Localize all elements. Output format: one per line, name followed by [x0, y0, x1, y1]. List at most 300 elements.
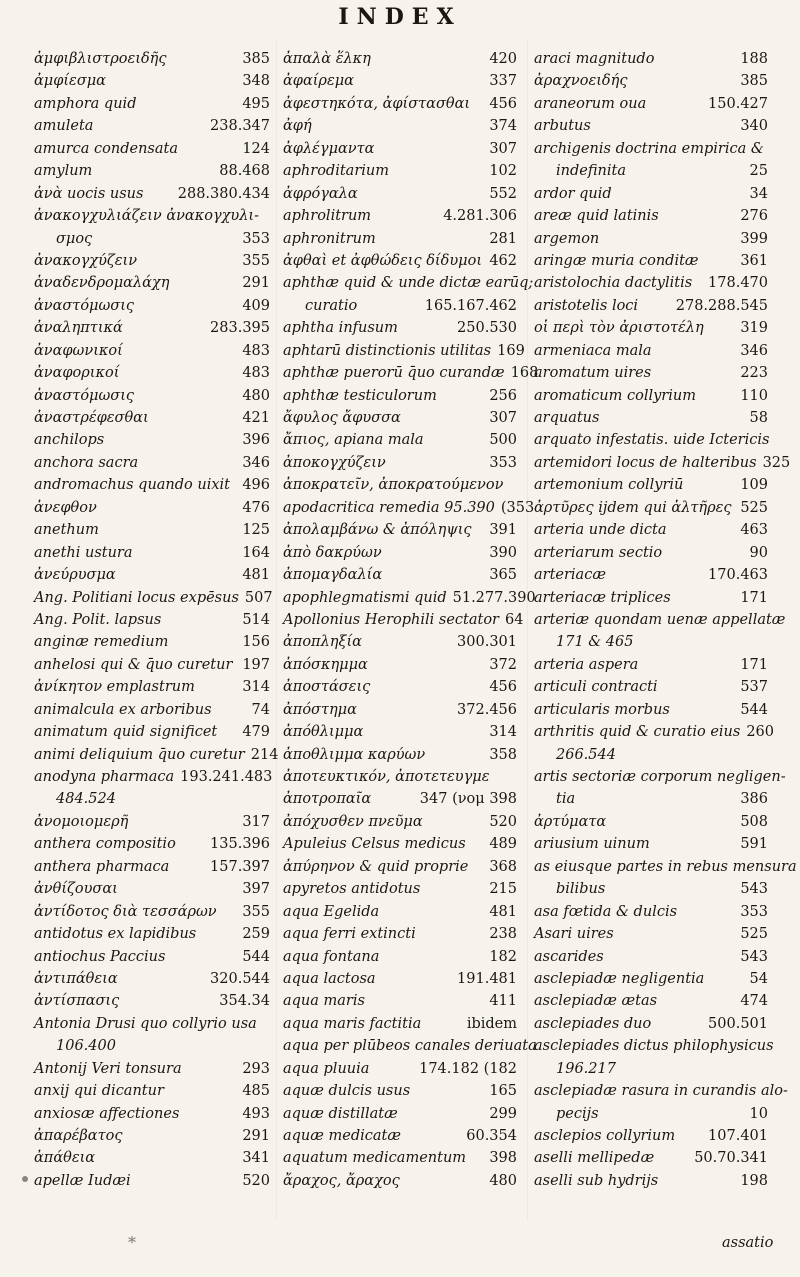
index-entry — [534, 833, 768, 855]
entry-page-ref: 150.427 — [708, 95, 768, 112]
index-entry — [534, 362, 768, 384]
entry-term: ἀφθαὶ et ἀφθώδεις δίδυμοι — [283, 252, 482, 269]
index-entry — [534, 340, 768, 362]
entry-page-ref: 260 — [746, 724, 775, 741]
entry-page-ref: 543 — [740, 948, 768, 965]
entry-term: ariusium uinum — [534, 836, 650, 853]
entry-page-ref: 198 — [740, 1172, 768, 1189]
entry-page-ref: 481 — [489, 903, 517, 920]
entry-page-ref: 125 — [242, 522, 270, 539]
entry-term: Antonij Veri tonsura — [34, 1060, 182, 1077]
entry-page-ref: 361 — [740, 252, 768, 269]
entry-term: argemon — [534, 230, 600, 247]
index-entry — [34, 452, 270, 474]
entry-page-ref: 372 — [489, 656, 517, 673]
index-entry — [534, 968, 768, 990]
index-entry — [534, 519, 768, 541]
index-entry — [283, 878, 517, 900]
entry-term: antiochus Paccius — [34, 948, 166, 965]
entry-page-ref: 165 — [489, 1083, 517, 1100]
entry-term: ἀποκρατεῖν, ἀποκρατούμενον — [283, 477, 504, 494]
entry-page-ref: 314 — [242, 679, 270, 696]
entry-term: ἀπαλὰ ἕλκη — [283, 51, 371, 67]
index-entry — [534, 429, 768, 451]
index-entry — [283, 497, 535, 519]
entry-term: ἀπόσκημμα — [283, 656, 368, 673]
entry-term: ἀναστόμωσις — [34, 387, 134, 404]
entry-term: aselli mellipedæ — [534, 1150, 655, 1167]
entry-page-ref: 317 — [242, 813, 270, 830]
entry-term: aquæ medicatæ — [283, 1128, 401, 1144]
entry-page-ref: 191.481 — [457, 970, 517, 987]
index-entry — [534, 1170, 768, 1192]
entry-term: Antonia Drusi quo collyrio usa — [34, 1015, 257, 1032]
entry-term: ἀνεύρυσμα — [34, 567, 116, 584]
entry-page-ref: 397 — [242, 881, 270, 898]
index-entry — [534, 878, 768, 900]
index-entry — [34, 160, 270, 182]
entry-term: amuleta — [34, 118, 94, 135]
entry-term: andromachus quando uixit — [34, 477, 231, 494]
entry-page-ref: 300.301 — [457, 634, 517, 651]
entry-term: arteriæ quondam uenæ appellatæ — [534, 611, 786, 628]
entry-page-ref: 340 — [740, 118, 768, 135]
entry-term: ἀναδενδρομαλάχη — [34, 275, 170, 292]
index-entry — [283, 833, 517, 855]
entry-page-ref: 307 — [489, 410, 517, 426]
entry-page-ref: 353 — [489, 454, 517, 471]
entry-term: aqua maris — [283, 993, 365, 1010]
entry-page-ref: 348 — [242, 73, 270, 90]
index-entry — [534, 766, 786, 788]
entry-term: ἀποκογχύζειν — [283, 454, 386, 471]
entry-page-ref: 58 — [749, 410, 768, 426]
index-entry — [283, 744, 517, 766]
index-entry — [534, 1147, 768, 1169]
entry-term: ἀναστόμωσις — [34, 297, 134, 314]
entry-term: ἀπόχυσθεν πνεῦμα — [283, 813, 423, 830]
entry-term: asclepiadæ ætas — [534, 993, 658, 1010]
entry-page-ref: 256 — [489, 387, 517, 404]
entry-page-ref: 281 — [489, 230, 517, 247]
index-entry — [534, 542, 768, 564]
index-entry — [283, 676, 517, 698]
entry-term: aphthæ testiculorum — [283, 387, 437, 404]
index-entry — [283, 654, 517, 676]
entry-page-ref: 544 — [740, 701, 768, 718]
entry-term: asa fœtida & dulcis — [534, 903, 678, 920]
entry-page-ref: 591 — [740, 836, 768, 853]
entry-term: ἀρτύματα — [534, 813, 607, 830]
entry-term: apodacritica remedia 95.390 — [283, 499, 495, 516]
index-entry — [34, 48, 270, 70]
index-entry — [283, 1058, 517, 1080]
index-entry — [534, 205, 768, 227]
index-entry — [283, 429, 517, 451]
entry-term: anthera pharmaca — [34, 858, 170, 875]
index-entry — [283, 250, 517, 272]
index-entry — [534, 474, 768, 496]
entry-page-ref: 223 — [740, 365, 768, 382]
index-entry — [534, 452, 791, 474]
index-entry — [283, 923, 517, 945]
entry-term: ἀναφωνικοί — [34, 342, 123, 359]
index-entry — [283, 138, 517, 160]
entry-page-ref: 500.501 — [708, 1015, 768, 1032]
entry-page-ref: 169 — [497, 342, 525, 359]
index-entry — [534, 564, 768, 586]
index-entry — [534, 1035, 774, 1057]
index-entry — [534, 1013, 768, 1035]
index-entry — [34, 901, 270, 923]
entry-term: archigenis doctrina empirica & — [534, 140, 764, 157]
index-entry — [283, 766, 517, 788]
entry-term: ἀπαρέβατος — [34, 1128, 123, 1144]
entry-page-ref: 409 — [242, 297, 270, 314]
entry-term: anethum — [34, 522, 99, 539]
entry-term: Ang. Polit. lapsus — [34, 611, 162, 628]
entry-term: σμος — [56, 230, 93, 247]
index-entry — [534, 788, 768, 810]
entry-term: anxiosæ affectiones — [34, 1105, 180, 1122]
index-column-1 — [34, 48, 279, 1192]
entry-term: ἀπόθλιμμα — [283, 724, 364, 741]
entry-page-ref: 552 — [489, 185, 517, 202]
entry-page-ref: 508 — [740, 813, 768, 830]
index-entry — [34, 542, 270, 564]
index-column-2 — [283, 48, 539, 1192]
index-entry — [534, 93, 768, 115]
entry-term: arquato infestatis. uide Ictericis — [534, 432, 770, 449]
entry-term: araci magnitudo — [534, 51, 655, 67]
index-entry — [534, 609, 786, 631]
index-entry — [34, 362, 270, 384]
index-entry — [283, 362, 539, 384]
index-entry — [283, 811, 517, 833]
index-entry — [534, 138, 768, 160]
entry-term: aphrolitrum — [283, 208, 372, 225]
entry-term: ἀμφιβλιστροειδῆς — [34, 51, 167, 67]
entry-term: tia — [556, 791, 576, 808]
entry-term: arteria unde dicta — [534, 522, 667, 539]
entry-term: articularis morbus — [534, 701, 670, 718]
entry-term: amurca condensata — [34, 140, 178, 157]
entry-term: antidotus ex lapidibus — [34, 926, 197, 943]
index-entry — [283, 407, 517, 429]
entry-page-ref: 171 — [740, 589, 768, 606]
index-entry — [283, 1147, 517, 1169]
index-entry — [534, 654, 768, 676]
index-entry — [34, 250, 270, 272]
index-entry — [34, 1035, 270, 1057]
index-entry — [534, 631, 768, 653]
entry-term: arbutus — [534, 118, 591, 135]
entry-page-ref: 293 — [242, 1060, 270, 1077]
entry-term: ἀπολαμβάνω & ἀπόληψις — [283, 522, 472, 539]
entry-page-ref: 493 — [242, 1105, 270, 1122]
entry-term: Apollonius Herophili sectator — [283, 611, 499, 628]
entry-term: Apuleius Celsus medicus — [283, 836, 466, 853]
entry-term: arthritis quid & curatio eius — [534, 724, 741, 741]
index-entry — [534, 990, 768, 1012]
index-entry — [534, 1080, 788, 1102]
index-entry — [283, 340, 525, 362]
entry-term: artemonium collyriū — [534, 477, 684, 494]
entry-term: anthera compositio — [34, 836, 176, 853]
index-entry — [283, 48, 517, 70]
index-entry — [534, 497, 768, 519]
entry-term: asclepiades dictus philophysicus — [534, 1038, 774, 1055]
entry-term: aselli sub hydrijs — [534, 1172, 659, 1189]
entry-term: aphtha infusum — [283, 320, 398, 337]
entry-term: araneorum oua — [534, 95, 647, 112]
index-entry — [34, 340, 270, 362]
index-entry — [534, 1058, 768, 1080]
entry-page-ref: 109 — [740, 477, 768, 494]
entry-page-ref: 476 — [242, 499, 270, 516]
entry-term: aphthæ puerorū q̄uo curandæ — [283, 365, 505, 382]
entry-page-ref: 386 — [740, 791, 768, 808]
entry-term: ἀνὰ uocis usus — [34, 185, 144, 202]
index-entry — [34, 990, 270, 1012]
index-entry — [283, 183, 517, 205]
index-entry — [34, 115, 270, 137]
index-entry — [283, 452, 517, 474]
entry-term: ἀποθλιμμα καρύων — [283, 746, 426, 763]
index-entry — [34, 946, 270, 968]
entry-term: ἀπάθεια — [34, 1150, 96, 1167]
entry-page-ref: 74 — [251, 701, 270, 718]
entry-term: ardor quid — [534, 185, 612, 202]
entry-page-ref: 238.347 — [210, 118, 270, 135]
entry-term: ἄπιος, apiana mala — [283, 432, 424, 449]
index-entry — [283, 205, 517, 227]
index-entry — [34, 788, 270, 810]
entry-term: aqua ferri extincti — [283, 926, 416, 943]
index-entry — [283, 856, 517, 878]
index-entry — [283, 474, 517, 496]
entry-page-ref: 215 — [489, 881, 517, 898]
entry-page-ref: 288.380.434 — [177, 185, 270, 202]
entry-page-ref: 319 — [740, 320, 768, 337]
entry-page-ref: 174.182 (182 — [419, 1060, 517, 1077]
index-entry — [34, 70, 270, 92]
entry-page-ref: 525 — [740, 926, 768, 943]
entry-page-ref: 368 — [489, 858, 517, 875]
entry-page-ref: (353 — [500, 499, 535, 516]
entry-term: aqua Egelida — [283, 903, 380, 920]
entry-page-ref: 347 (νομ 398 — [419, 791, 517, 808]
entry-page-ref: 500 — [489, 432, 517, 449]
index-entry — [34, 676, 270, 698]
entry-term: ἀφεστηκότα, ἀφίστασθαι — [283, 95, 471, 112]
index-entry — [534, 115, 768, 137]
index-entry — [534, 183, 768, 205]
entry-term: anethi ustura — [34, 544, 133, 561]
entry-page-ref: 170.463 — [708, 567, 768, 584]
entry-page-ref: 480 — [242, 387, 270, 404]
index-entry — [34, 474, 270, 496]
entry-term: οἱ περὶ τὸν ἀριστοτέλη — [534, 320, 704, 337]
entry-page-ref: ibidem — [466, 1015, 517, 1032]
entry-term: apellæ Iudæi — [34, 1172, 131, 1189]
entry-term: aquæ distillatæ — [283, 1105, 398, 1122]
entry-term: ἄφυλος ἄφυσσα — [283, 410, 401, 426]
entry-term: aqua per plūbeos canales deriuata — [283, 1038, 537, 1055]
entry-term: ἀπύρηνον & quid proprie — [283, 858, 469, 875]
entry-page-ref: 520 — [242, 1172, 270, 1189]
entry-page-ref: 525 — [740, 499, 768, 516]
entry-page-ref: 390 — [489, 544, 517, 561]
entry-page-ref: 544 — [242, 948, 270, 965]
entry-page-ref: 355 — [242, 903, 270, 920]
entry-page-ref: 421 — [242, 410, 270, 426]
entry-page-ref: 157.397 — [210, 858, 270, 875]
entry-page-ref: 197 — [242, 656, 270, 673]
entry-term: aromatum uires — [534, 365, 652, 382]
index-entry — [34, 1170, 270, 1192]
entry-page-ref: 372.456 — [457, 701, 517, 718]
entry-term: pecijs — [556, 1105, 599, 1122]
entry-page-ref: 238 — [489, 926, 517, 943]
entry-term: arteriarum sectio — [534, 544, 663, 561]
entry-page-ref: 178.470 — [708, 275, 768, 292]
index-entry — [34, 968, 270, 990]
entry-term: aristotelis loci — [534, 297, 639, 314]
entry-term: amylum — [34, 163, 93, 180]
entry-term: ἀνεφθον — [34, 499, 97, 516]
entry-term: articuli contracti — [534, 679, 658, 696]
entry-term: aromaticum collyrium — [534, 387, 696, 404]
index-entry — [534, 295, 768, 317]
entry-page-ref: 51.277.390 — [452, 589, 536, 606]
entry-term: asclepios collyrium — [534, 1128, 676, 1144]
index-entry — [283, 901, 517, 923]
entry-term: ἀνακογχυλιάζειν ἀνακογχυλι- — [34, 208, 259, 225]
entry-term: Ang. Politiani locus expēsus — [34, 589, 239, 606]
index-entry — [534, 317, 768, 339]
index-entry — [34, 228, 270, 250]
entry-term: ascarides — [534, 948, 604, 965]
entry-page-ref: 291 — [242, 1128, 270, 1144]
index-entry — [34, 317, 270, 339]
entry-page-ref: 325 — [762, 454, 791, 471]
index-entry — [283, 1013, 517, 1035]
entry-page-ref: 171 — [740, 656, 768, 673]
index-entry — [283, 609, 524, 631]
index-entry — [34, 699, 270, 721]
entry-term: ἀφή — [283, 118, 312, 135]
entry-page-ref: 314 — [489, 724, 517, 741]
index-entry — [34, 497, 270, 519]
index-entry — [34, 295, 270, 317]
index-entry — [34, 766, 273, 788]
index-entry — [34, 833, 270, 855]
entry-page-ref: 462 — [489, 252, 517, 269]
index-entry — [534, 744, 768, 766]
index-entry — [534, 811, 768, 833]
entry-page-ref: 259 — [242, 926, 270, 943]
index-entry — [283, 788, 517, 810]
entry-page-ref: 88.468 — [219, 163, 270, 180]
entry-term: ἀναληπτικά — [34, 320, 123, 337]
entry-page-ref: 341 — [242, 1150, 270, 1167]
entry-page-ref: 107.401 — [708, 1128, 768, 1144]
entry-term: ἀποτροπαῖα — [283, 791, 372, 808]
index-entry — [283, 1125, 517, 1147]
entry-term: aqua maris factitia — [283, 1015, 422, 1032]
entry-term: asclepiadæ rasura in curandis alo- — [534, 1083, 788, 1100]
index-entry — [534, 70, 768, 92]
index-entry — [34, 205, 270, 227]
entry-term: 484.524 — [56, 791, 116, 808]
entry-page-ref: 507 — [244, 589, 273, 606]
index-entry — [34, 878, 270, 900]
index-entry — [534, 721, 775, 743]
entry-term: ἀφλέγμαντα — [283, 140, 375, 157]
index-entry — [34, 519, 270, 541]
index-entry — [534, 923, 768, 945]
entry-page-ref: 354.34 — [219, 993, 270, 1010]
index-entry — [34, 138, 270, 160]
entry-page-ref: 50.70.341 — [694, 1150, 768, 1167]
entry-page-ref: 485 — [242, 1083, 270, 1100]
index-entry — [34, 429, 270, 451]
index-entry — [34, 609, 270, 631]
index-entry — [534, 272, 768, 294]
entry-page-ref: 353 — [242, 230, 270, 247]
entry-term: anchilops — [34, 432, 105, 449]
index-entry — [34, 587, 273, 609]
index-entry — [283, 721, 517, 743]
entry-page-ref: 391 — [489, 522, 517, 539]
index-entry — [34, 1058, 270, 1080]
entry-page-ref: 346 — [740, 342, 768, 359]
entry-term: areæ quid latinis — [534, 208, 659, 225]
entry-term: animatum quid significet — [34, 724, 218, 741]
index-entry — [534, 856, 797, 878]
index-entry — [283, 317, 517, 339]
entry-term: ἀρτῦρες ijdem qui ἁλτῆρες — [534, 499, 732, 516]
entry-page-ref: 398 — [489, 1150, 517, 1167]
index-entry — [283, 968, 517, 990]
entry-term: ἀπόστημα — [283, 701, 357, 718]
entry-term: ἀποτευκτικόν, ἀποτετευγμε — [283, 769, 490, 785]
entry-page-ref: 193.241.483 — [180, 769, 273, 785]
entry-term: aphroditarium — [283, 163, 389, 180]
entry-page-ref: 110 — [740, 387, 768, 404]
column-gutter — [276, 40, 277, 1220]
entry-page-ref: 481 — [242, 567, 270, 584]
page-title: INDEX — [338, 4, 462, 30]
index-entry — [534, 228, 768, 250]
entry-term: ἀντίδοτος διὰ τεσσάρων — [34, 903, 217, 920]
index-entry — [34, 1147, 270, 1169]
index-entry — [34, 564, 270, 586]
index-entry — [534, 385, 768, 407]
entry-term: bilibus — [556, 881, 606, 898]
entry-term: aquæ dulcis usus — [283, 1083, 411, 1100]
entry-term: ἀναφορικοί — [34, 365, 120, 382]
index-entry — [283, 631, 517, 653]
entry-page-ref: 480 — [489, 1172, 517, 1189]
entry-page-ref: 124 — [242, 140, 270, 157]
index-entry — [283, 295, 517, 317]
entry-page-ref: 54 — [749, 970, 768, 987]
entry-term: ἄραχος, ἄραχος — [283, 1172, 400, 1189]
entry-page-ref: 276 — [740, 208, 768, 225]
entry-page-ref: 299 — [489, 1105, 517, 1122]
